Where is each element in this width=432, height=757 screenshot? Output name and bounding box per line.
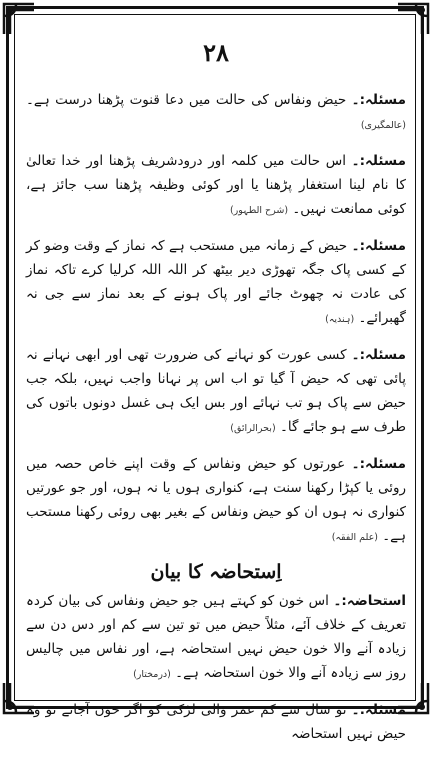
- paragraph-term: مسئلہ:۔: [351, 153, 406, 169]
- source-citation: (ہندیہ): [325, 314, 355, 325]
- source-citation: (درمختار): [133, 669, 171, 680]
- paragraph-text: اس حالت میں کلمہ اور درودشریف پڑھنا اور خدا تعالیٰ کا نام لینا استغفار پڑھنا یا اور کوئی وظیفہ پڑھنا سب جائز ہے، کوئی ممانعت نہیں۔: [26, 153, 406, 217]
- paragraph: [26, 452, 406, 550]
- source-citation: (شرح الطہور): [229, 205, 289, 216]
- page-number: ۲۸: [203, 38, 229, 67]
- section-heading: اِستحاضہ کا بیان: [150, 561, 282, 583]
- paragraph-term: مسئلہ:۔: [351, 456, 406, 472]
- paragraph-term: مسئلہ:۔: [351, 702, 406, 718]
- paragraph-text: نو سال سے کم عمر والی لڑکی کو اگر خون آجائے تو وہ حیض نہیں استحاضہ: [26, 702, 406, 742]
- paragraph-text: اس خون کو کہتے ہیں جو حیض ونفاس کی بیان کردہ تعریف کے خلاف آئے، مثلاً حیض میں تو تین سے کم اور دس دن سے زیادہ آنے والا خون حیض نہیں استحاضہ ہے، اور نفاس میں چالیس روز سے زیادہ آنے والا خون استحاضہ ہے۔: [26, 593, 406, 681]
- paragraph-term: استحاضہ:۔: [333, 593, 406, 609]
- paragraph: [26, 234, 406, 332]
- paragraph-term: مسئلہ:۔: [351, 347, 406, 363]
- paragraph-term: مسئلہ:۔: [351, 92, 406, 108]
- paragraph: [26, 149, 406, 223]
- source-citation: (بحرالرائق): [230, 423, 276, 434]
- paragraph-text: حیض کے زمانہ میں مستحب ہے کہ نماز کے وقت وضو کر کے کسی پاک جگہ تھوڑی دیر بیٹھ کر اللہ اللہ کرلیا کرے تاکہ نماز کی عادت نہ چھوٹ جائے اور پاک ہونے کے بعد نماز سے جی نہ گھبرائے۔: [26, 238, 406, 326]
- paragraph-term: مسئلہ:۔: [351, 238, 406, 254]
- paragraph-text: حیض ونفاس کی حالت میں دعا قنوت پڑھنا درست ہے۔: [26, 92, 352, 108]
- corner-ornament: [2, 2, 36, 36]
- source-citation: (عالمگیری): [360, 120, 406, 131]
- paragraph-text: کسی عورت کو نہانے کی ضرورت تھی اور ابھی نہانے نہ پائی تھی کہ حیض آ گیا تو اب اس پر نہانا واجب نہیں، بلکہ جب حیض سے پاک ہو تب نہائے اور بس ایک ہی غسل دونوں باتوں کی طرف سے ہو جائے گا۔: [26, 347, 406, 435]
- paragraph: [26, 698, 406, 746]
- corner-ornament: [396, 2, 430, 36]
- paragraph: [26, 88, 406, 138]
- page-body: [26, 88, 406, 757]
- source-citation: (علم الفقہ): [331, 532, 378, 543]
- paragraph-text: عورتوں کو حیض ونفاس کے وقت اپنے خاص حصہ میں روئی یا کپڑا رکھنا سنت ہے، کنواری ہوں یا نہ ہوں، اور جو عورتیں کنواری نہ ہوں ان کو حیض ونفاس کے بغیر بھی روئی رکھنا مستحب ہے۔: [26, 456, 406, 544]
- paragraph: [26, 589, 406, 687]
- paragraph: [26, 343, 406, 441]
